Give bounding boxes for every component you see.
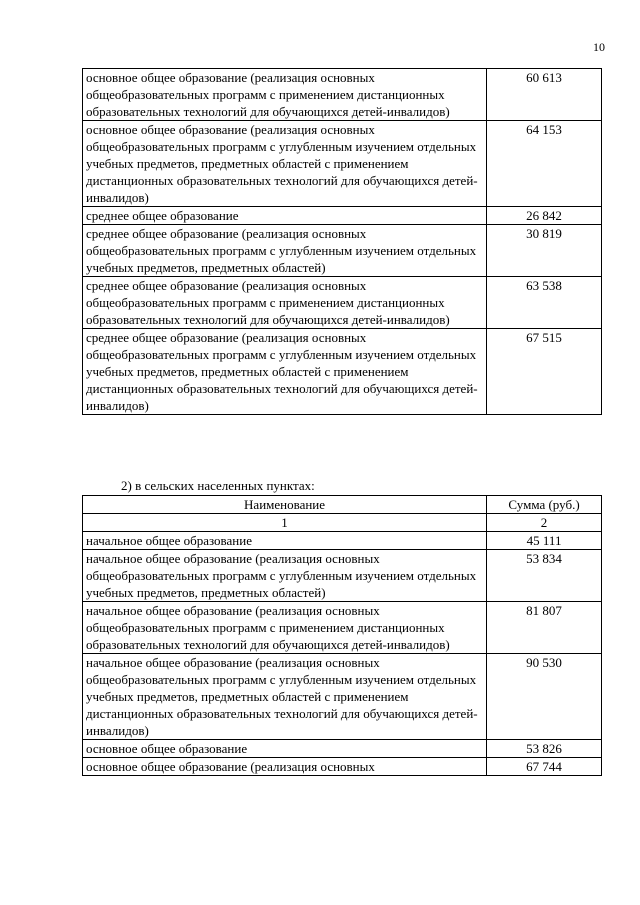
row-name: среднее общее образование (реализация основных общеобразовательных программ с углубленным изучением отдельных учебных предметов, предметных областей с применением дистанционных образовательных технологий для обучающихся детей-инвалидов) (83, 329, 487, 415)
row-name: среднее общее образование (реализация основных общеобразовательных программ с применением дистанционных образовательных технологий для обучающихся детей-инвалидов) (83, 277, 487, 329)
row-sum: 90 530 (487, 654, 602, 740)
row-sum: 45 111 (487, 532, 602, 550)
row-sum: 63 538 (487, 277, 602, 329)
table-row (83, 602, 602, 654)
table-row (83, 758, 602, 776)
table-rural (82, 495, 602, 776)
row-sum: 60 613 (487, 69, 602, 121)
row-sum: 64 153 (487, 121, 602, 207)
row-name: начальное общее образование (83, 532, 487, 550)
table-row (83, 69, 602, 121)
row-name: основное общее образование (83, 740, 487, 758)
table-row (83, 225, 602, 277)
table-row (83, 550, 602, 602)
row-name: среднее общее образование (83, 207, 487, 225)
table-header-row (83, 496, 602, 514)
column-number-row (83, 514, 602, 532)
row-name: основное общее образование (реализация основных общеобразовательных программ с применением дистанционных образовательных технологий для обучающихся детей-инвалидов) (83, 69, 487, 121)
page-number: 10 (593, 40, 605, 54)
row-sum: 53 834 (487, 550, 602, 602)
column-number-sum: 2 (487, 514, 602, 532)
table-row (83, 654, 602, 740)
row-name: основное общее образование (реализация основных общеобразовательных программ с углубленным изучением отдельных учебных предметов, предметных областей с применением дистанционных образовательных технологий для обучающихся детей-инвалидов) (83, 121, 487, 207)
header-name: Наименование (83, 496, 487, 514)
row-sum: 53 826 (487, 740, 602, 758)
header-sum: Сумма (руб.) (487, 496, 602, 514)
column-number-name: 1 (83, 514, 487, 532)
row-name: основное общее образование (реализация основных (83, 758, 487, 776)
table-row (83, 121, 602, 207)
section-heading-rural: 2) в сельских населенных пунктах: (121, 478, 315, 493)
row-sum: 67 744 (487, 758, 602, 776)
table-row (83, 532, 602, 550)
row-sum: 30 819 (487, 225, 602, 277)
row-name: среднее общее образование (реализация основных общеобразовательных программ с углубленным изучением отдельных учебных предметов, предметных областей) (83, 225, 487, 277)
table-row (83, 277, 602, 329)
row-name: начальное общее образование (реализация основных общеобразовательных программ с применением дистанционных образовательных технологий для обучающихся детей-инвалидов) (83, 602, 487, 654)
table-row (83, 207, 602, 225)
row-name: начальное общее образование (реализация основных общеобразовательных программ с углубленным изучением отдельных учебных предметов, предметных областей с применением дистанционных образовательных технологий для обучающихся детей-инвалидов) (83, 654, 487, 740)
table-row (83, 740, 602, 758)
row-name: начальное общее образование (реализация основных общеобразовательных программ с углубленным изучением отдельных учебных предметов, предметных областей) (83, 550, 487, 602)
table-urban-continued (82, 68, 602, 415)
row-sum: 81 807 (487, 602, 602, 654)
table-row (83, 329, 602, 415)
row-sum: 67 515 (487, 329, 602, 415)
row-sum: 26 842 (487, 207, 602, 225)
